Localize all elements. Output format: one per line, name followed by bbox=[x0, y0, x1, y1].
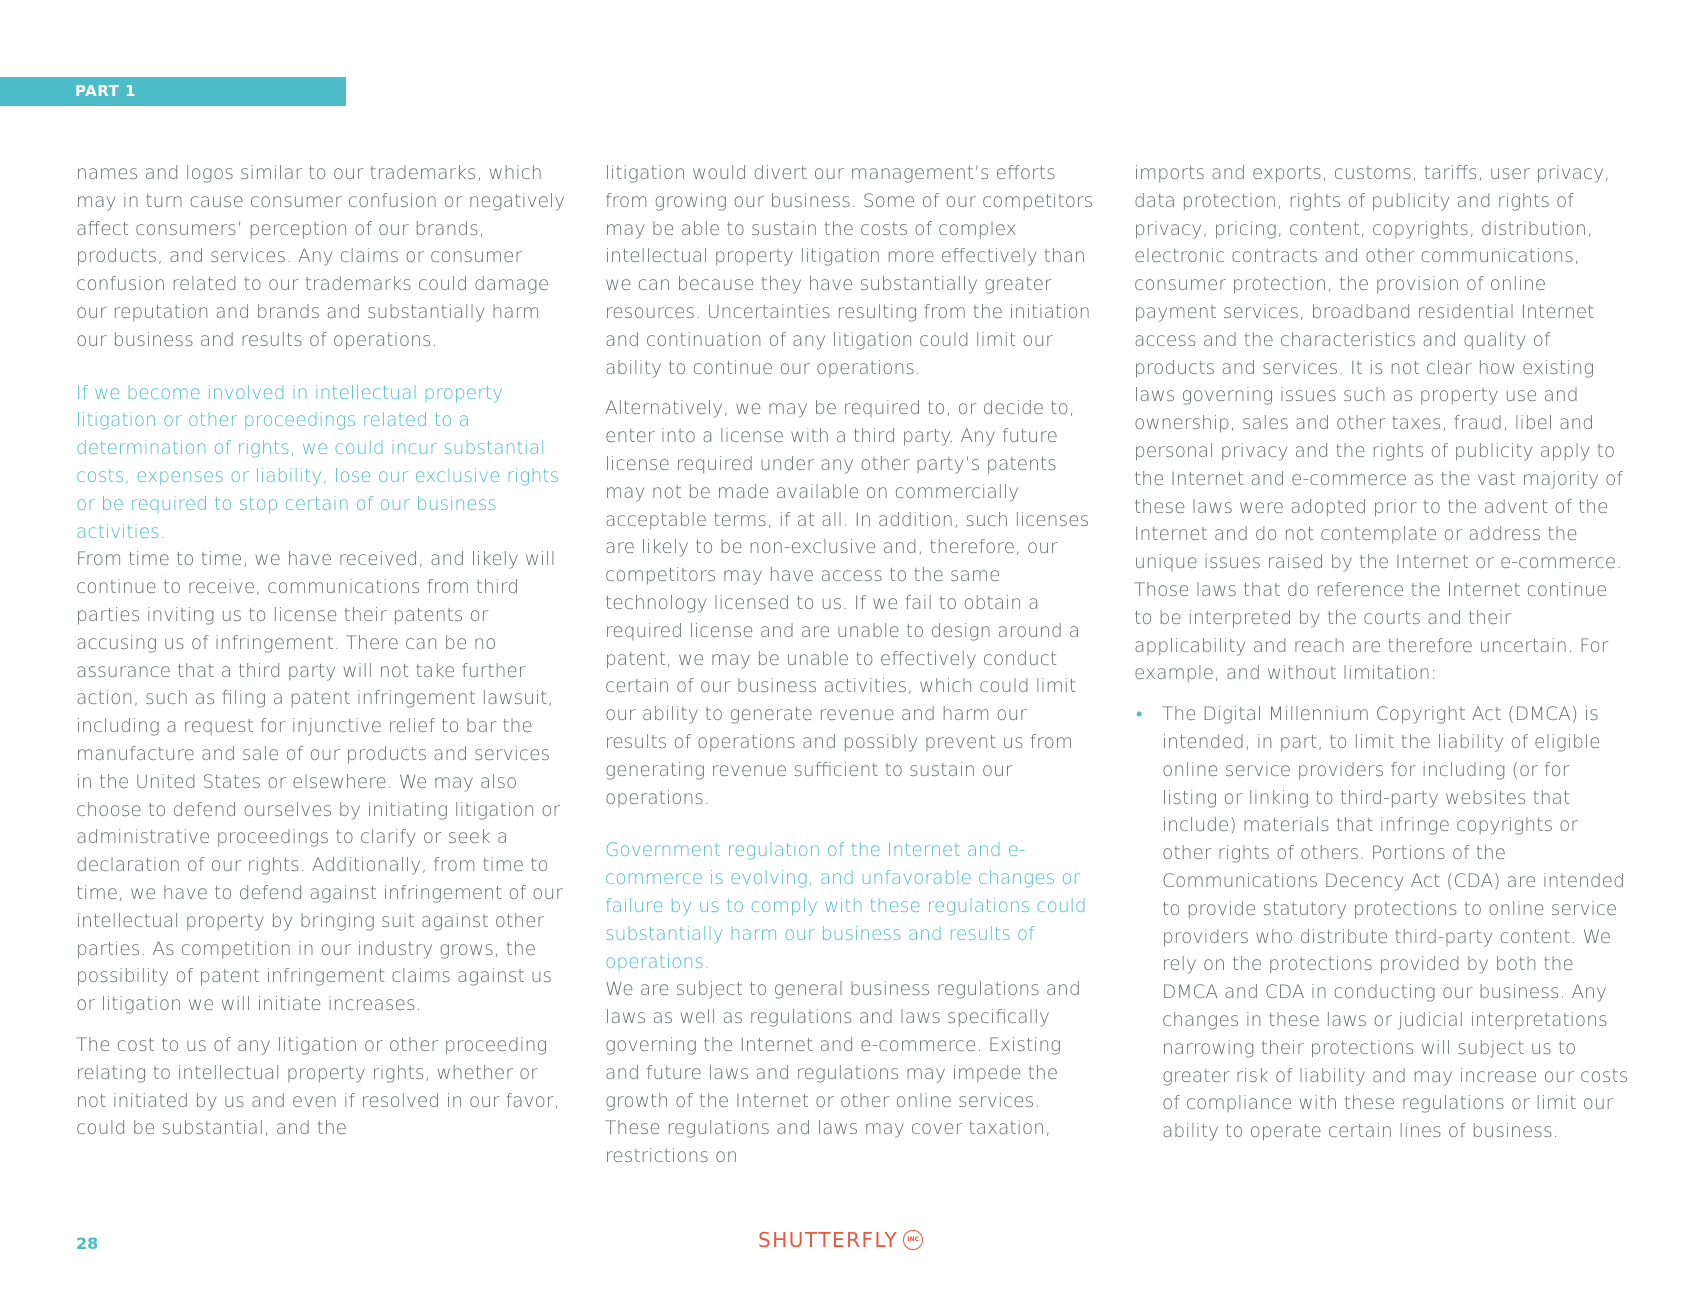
list-item-text: The Digital Millennium Copyright Act (DMCA) is intended, in part, to limit the liability of eligible online service providers for including (or for listing or linking to third-party websites that include) materials that infringe copyrights or other rights of others. Portions of the Communications Decency Act (CDA) are intended to provide statutory protections to online service providers who distribute third-party content. We rely on the protections provided by both the DMCA and CDA in conducting our business. Any changes in these laws or judicial interpretations narrowing their protections will subject us to greater risk of liability and may increase our costs of compliance with these regulations or limit our ability to operate certain lines of business. bbox=[1162, 704, 1629, 1143]
column-2 bbox=[605, 160, 1095, 1171]
paragraph: We are subject to general business regulations and laws as well as regulations and laws specifically governing the Internet and e-commerce. Existing and future laws and regulations may impede the growth of the Internet or other online services. These regulations and laws may cover taxation, restrictions on bbox=[605, 979, 1081, 1168]
paragraph: names and logos similar to our trademarks, which may in turn cause consumer confusion or negatively affect consumers’ perception of our brands, products, and services. Any claims or consumer confusion related to our trademarks could damage our reputation and brands and substantially harm our business and results of operations. bbox=[76, 163, 566, 351]
section-heading: Government regulation of the Internet and e-commerce is evolving, and unfavorable changes or failure by us to comply with these regulations could substantially harm our business and results of operations. bbox=[605, 840, 1087, 973]
paragraph: From time to time, we have received, and likely will continue to receive, communications from third parties inviting us to license their patents or accusing us of infringement. There can be no assurance that a third party will not take further action, such as filing a patent infringement lawsuit, including a request for injunctive relief to bar the manufacture and sale of our products and services in the United States or elsewhere. We may also choose to defend ourselves by initiating litigation or administrative proceedings to clarify or seek a declaration of our rights. Additionally, from time to time, we have to defend against infringement of our intellectual property by bringing suit against other parties. As competition in our industry grows, the possibility of patent infringement claims against us or litigation we will initiate increases. bbox=[76, 549, 563, 1016]
bullet-list bbox=[1134, 701, 1629, 1146]
paragraph: litigation would divert our management’s efforts from growing our business. Some of our competitors may be able to sustain the costs of complex intellectual property litigation more effectively than we can because they have substantially greater resources. Uncertainties resulting from the initiation and continuation of any litigation could limit our ability to continue our operations. bbox=[605, 163, 1094, 379]
list-item bbox=[1134, 701, 1629, 1146]
paragraph: imports and exports, customs, tariffs, user privacy, data protection, rights of publicity and rights of privacy, pricing, content, copyrights, distribution, electronic contracts and other communications, consumer protection, the provision of online payment services, broadband residential Internet access and the characteristics and quality of products and services. It is not clear how existing laws governing issues such as property use and ownership, sales and other taxes, fraud, libel and personal privacy and the rights of publicity apply to the Internet and e-commerce as the vast majority of these laws were adopted prior to the advent of the Internet and do not contemplate or address the unique issues raised by the Internet or e-commerce. Those laws that do reference the Internet continue to be interpreted by the courts and their applicability and reach are therefore uncertain. For example, and without limitation: bbox=[1134, 163, 1623, 685]
section-tab bbox=[0, 77, 346, 106]
section-heading: If we become involved in intellectual property litigation or other proceedings related to a determination of rights, we could incur substantial costs, expenses or liability, lose our exclusive rights or be required to stop certain of our business activities. bbox=[76, 382, 560, 543]
paragraph: Alternatively, we may be required to, or decide to, enter into a license with a third party. Any future license required under any other party’s patents may not be made available on commercially acceptable terms, if at all. In addition, such licenses are likely to be non-exclusive and, therefore, our competitors may have access to the same technology licensed to us. If we fail to obtain a required license and are unable to design around a patent, we may be unable to effectively conduct certain of our business activities, which could limit our ability to generate revenue and harm our results of operations and possibly prevent us from generating revenue sufficient to sustain our operations. bbox=[605, 398, 1090, 809]
shutterfly-logo bbox=[758, 1228, 923, 1252]
logo-text: SHUTTERFLY bbox=[758, 1228, 899, 1252]
page-number: 28 bbox=[76, 1234, 99, 1253]
column-3 bbox=[1134, 160, 1629, 1146]
logo-badge-icon: INC bbox=[903, 1230, 923, 1250]
column-1 bbox=[76, 160, 566, 1143]
paragraph: The cost to us of any litigation or other proceeding relating to intellectual property rights, whether or not initiated by us and even if resolved in our favor, could be substantial, and the bbox=[76, 1034, 560, 1140]
bullet-icon: • bbox=[1136, 704, 1143, 726]
section-tab-label: PART 1 bbox=[75, 82, 136, 100]
